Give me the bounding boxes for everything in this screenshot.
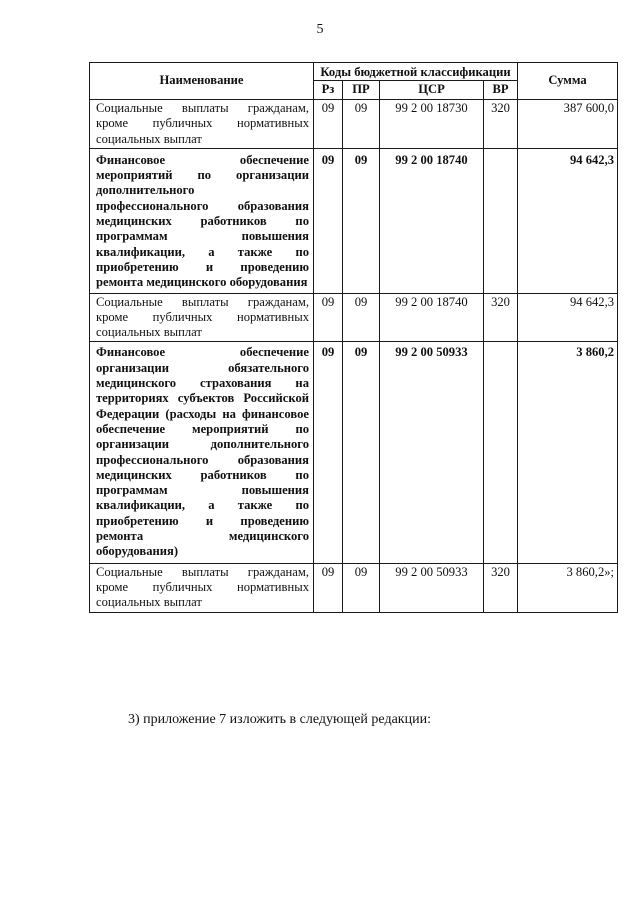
row-rz: 09 — [314, 293, 343, 342]
row-vr — [484, 148, 518, 293]
row-rz: 09 — [314, 100, 343, 149]
row-rz: 09 — [314, 563, 343, 612]
row-pr: 09 — [343, 148, 380, 293]
row-sum: 3 860,2 — [518, 342, 618, 563]
row-csr: 99 2 00 18740 — [380, 293, 484, 342]
row-name: Финансовое обеспечение организации обязательного медицинского страхования на территориях субъектов Российской Федерации (расходы на финансовое обеспечение мероприятий по организации дополнительного профессионального образования медицинских работников по программам повышения квалификации, а также по приобретению и проведению ремонта медицинского оборудования) — [90, 342, 314, 563]
table-row — [90, 293, 618, 342]
header-pr: ПР — [343, 81, 380, 100]
row-vr: 320 — [484, 563, 518, 612]
header-sum: Сумма — [518, 63, 618, 100]
header-vr: ВР — [484, 81, 518, 100]
row-rz: 09 — [314, 342, 343, 563]
row-vr — [484, 342, 518, 563]
table-row — [90, 148, 618, 293]
row-pr: 09 — [343, 100, 380, 149]
row-sum: 3 860,2»; — [518, 563, 618, 612]
header-codes-group: Коды бюджетной классификации — [314, 63, 518, 81]
row-rz: 09 — [314, 148, 343, 293]
row-sum: 94 642,3 — [518, 293, 618, 342]
table-row — [90, 563, 618, 612]
row-vr: 320 — [484, 293, 518, 342]
row-csr: 99 2 00 50933 — [380, 342, 484, 563]
row-pr: 09 — [343, 342, 380, 563]
row-csr: 99 2 00 50933 — [380, 563, 484, 612]
page-number: 5 — [316, 22, 324, 37]
row-name: Финансовое обеспечение мероприятий по организации дополнительного профессионального образования медицинских работников по программам повышения квалификации, а также по приобретению и проведению ремонта медицинского оборудования — [90, 148, 314, 293]
row-name: Социальные выплаты гражданам, кроме публичных нормативных социальных выплат — [90, 563, 314, 612]
closing-paragraph: 3) приложение 7 изложить в следующей редакции: — [128, 712, 431, 727]
header-rz: Рз — [314, 81, 343, 100]
row-sum: 387 600,0 — [518, 100, 618, 149]
row-pr: 09 — [343, 563, 380, 612]
table-row — [90, 342, 618, 563]
row-vr: 320 — [484, 100, 518, 149]
budget-table — [89, 62, 618, 613]
row-csr: 99 2 00 18740 — [380, 148, 484, 293]
row-name: Социальные выплаты гражданам, кроме публичных нормативных социальных выплат — [90, 100, 314, 149]
header-name: Наименование — [90, 63, 314, 100]
row-sum: 94 642,3 — [518, 148, 618, 293]
header-csr: ЦСР — [380, 81, 484, 100]
header-row — [90, 63, 618, 81]
row-name: Социальные выплаты гражданам, кроме публичных нормативных социальных выплат — [90, 293, 314, 342]
table-row — [90, 100, 618, 149]
row-csr: 99 2 00 18730 — [380, 100, 484, 149]
row-pr: 09 — [343, 293, 380, 342]
